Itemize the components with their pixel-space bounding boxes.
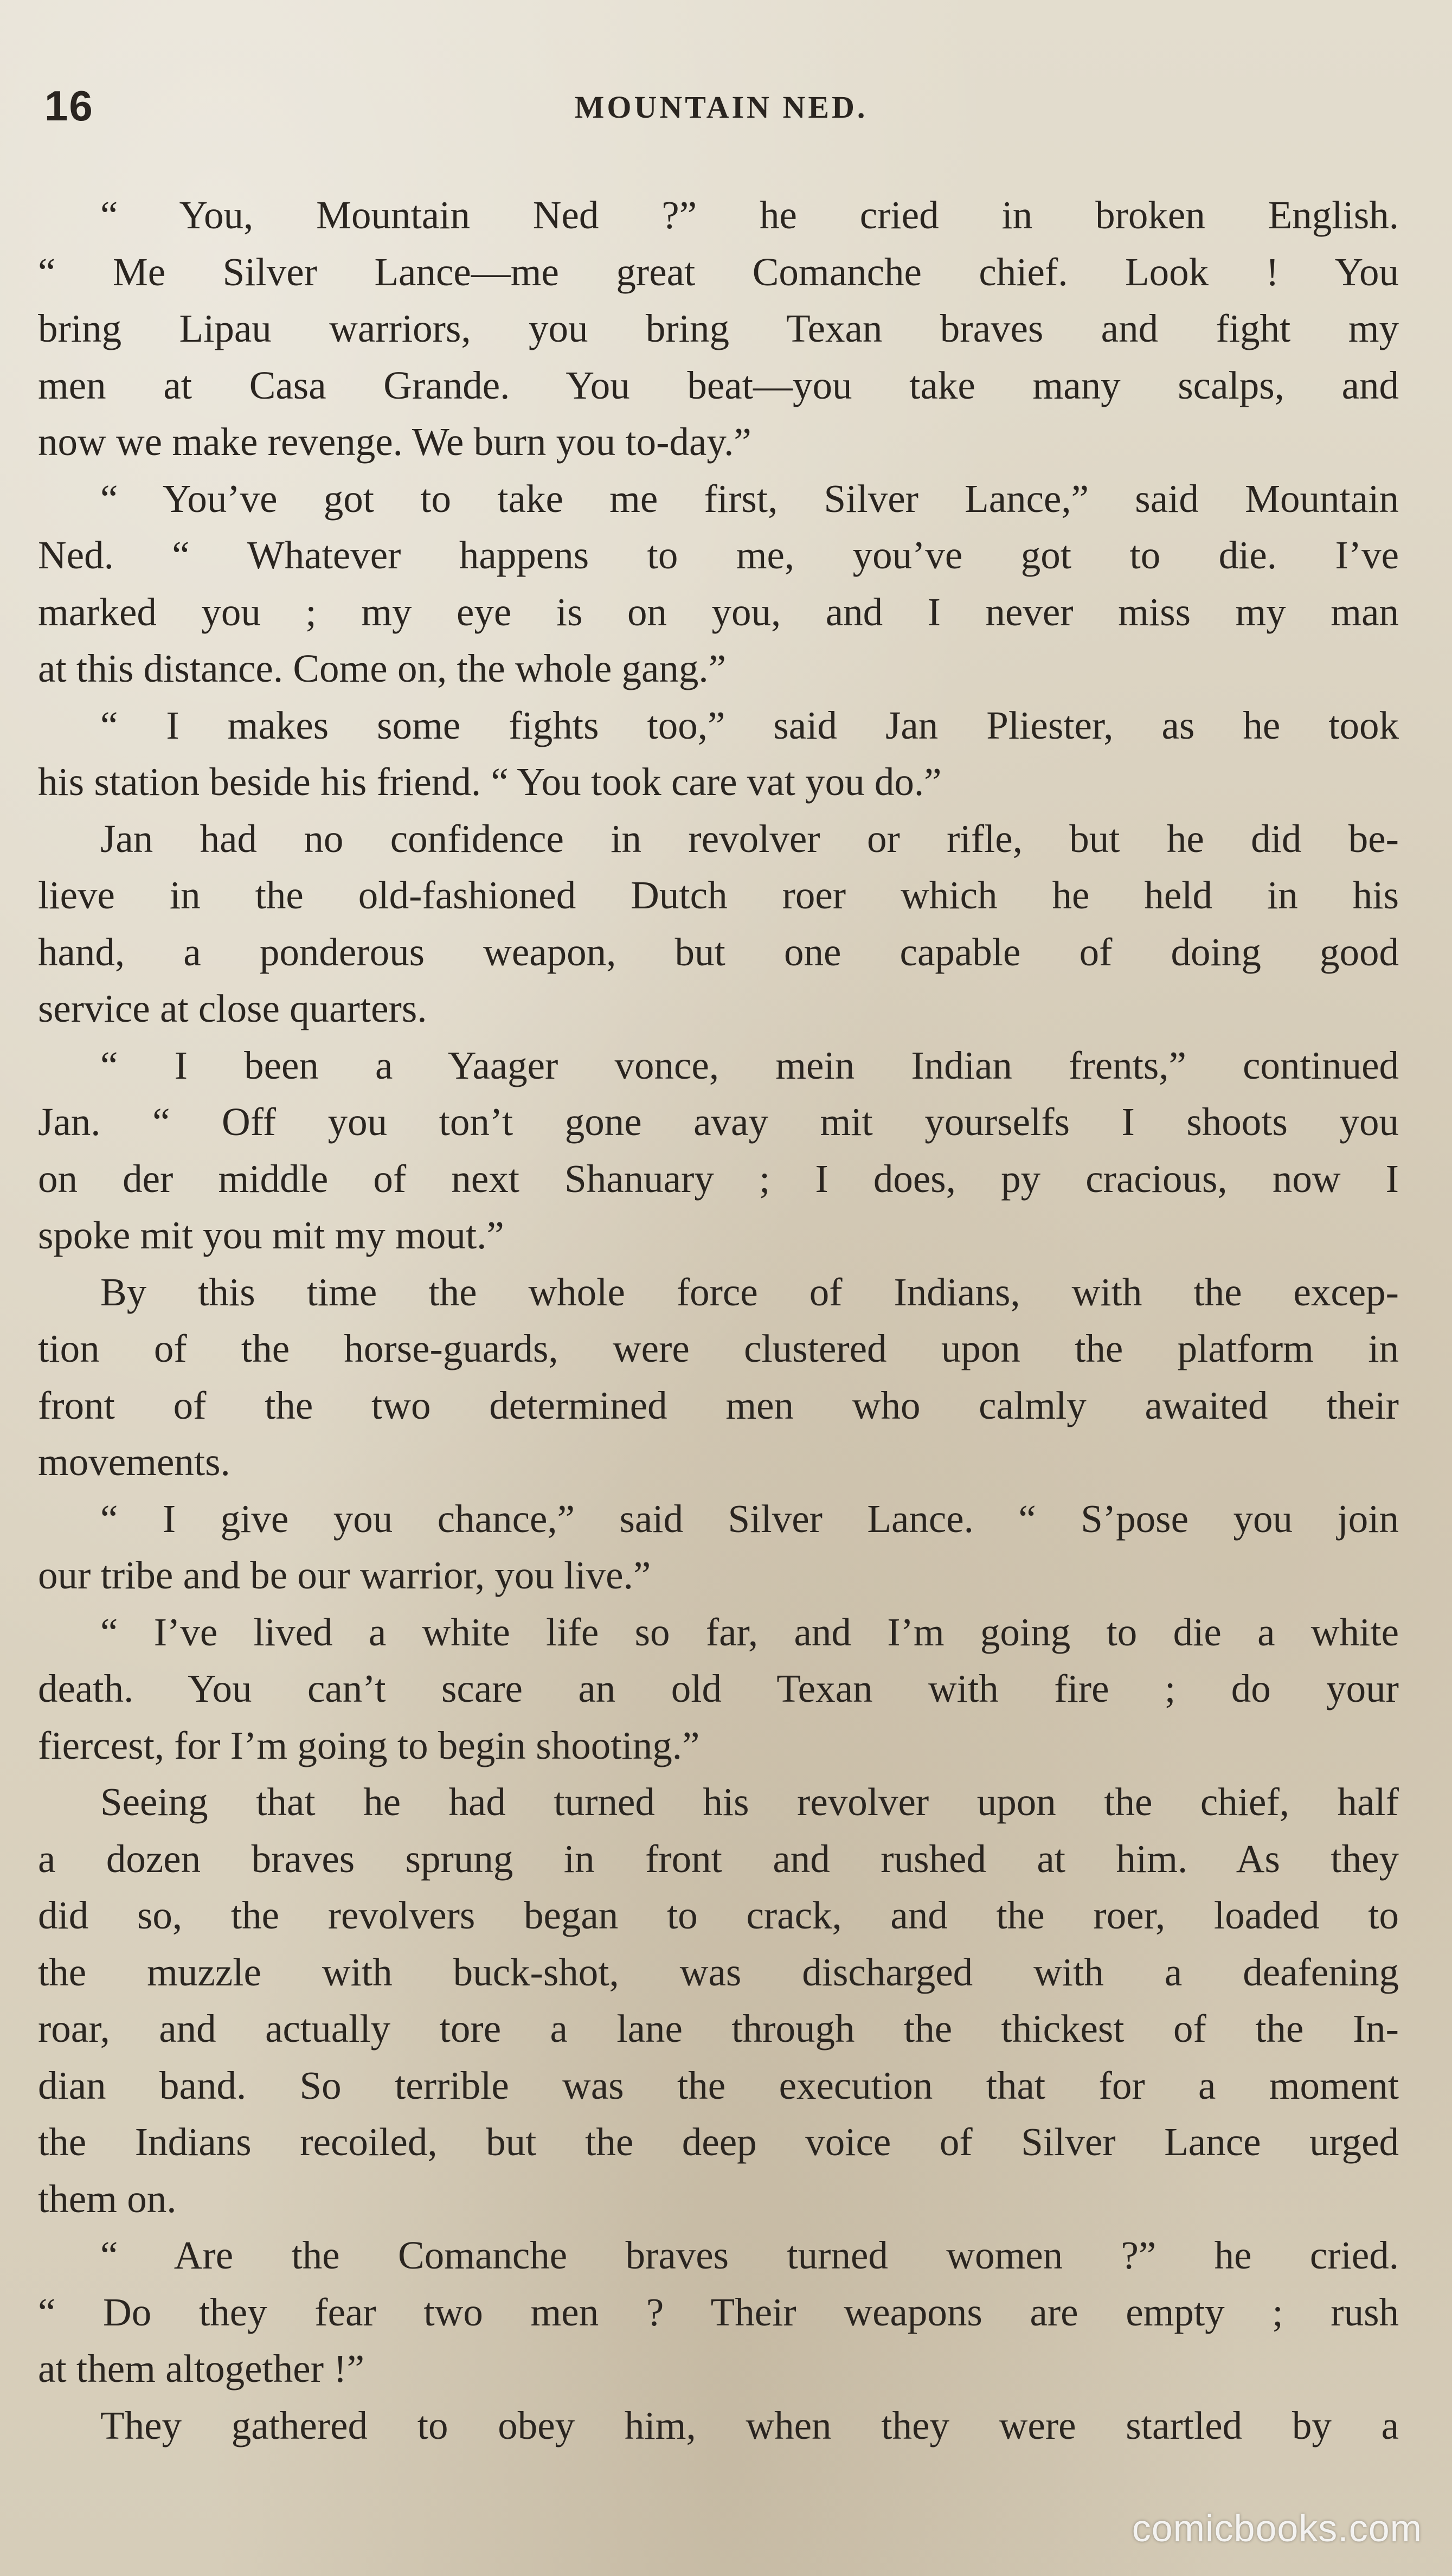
text-line: “ You’ve got to take me first, Silver Lance,” said Mountain [100,476,1399,521]
text-line: Ned. “ Whatever happens to me, you’ve got to die. I’ve [38,533,1399,577]
text-line: Jan had no confidence in revolver or rifle, but he did be- [100,816,1399,861]
text-line: a dozen braves sprung in front and rushed at him. As they [38,1836,1399,1881]
text-line: front of the two determined men who calmly awaited their [38,1383,1399,1427]
text-line: marked you ; my eye is on you, and I never miss my man [38,589,1399,634]
text-line: men at Casa Grande. You beat—you take many scalps, and [38,363,1399,407]
text-line: Seeing that he had turned his revolver upon the chief, half [100,1780,1399,1824]
text-line: fiercest, for I’m going to begin shooting.” [38,1723,700,1767]
text-line: the muzzle with buck-shot, was discharged with a deafening [38,1950,1399,1994]
text-line: his station beside his friend. “ You took care vat you do.” [38,760,942,804]
text-line: the Indians recoiled, but the deep voice of Silver Lance urged [38,2120,1399,2164]
body-text [38,187,1399,2454]
text-line: By this time the whole force of Indians, with the excep- [100,1270,1399,1314]
text-line: “ Me Silver Lance—me great Comanche chief. Look ! You [38,249,1399,294]
text-line: lieve in the old-fashioned Dutch roer which he held in his [38,873,1399,917]
text-line: hand, a ponderous weapon, but one capable of doing good [38,930,1399,974]
text-line: our tribe and be our warrior, you live.” [38,1553,651,1597]
text-line: “ I’ve lived a white life so far, and I’m going to die a white [100,1610,1399,1654]
text-line: “ I makes some fights too,” said Jan Pliester, as he took [100,703,1399,747]
text-line: They gathered to obey him, when they were startled by a [100,2403,1399,2447]
text-line: tion of the horse-guards, were clustered upon the platform in [38,1327,1399,1370]
page-header [38,71,1404,130]
text-line: spoke mit you mit my mout.” [38,1213,504,1257]
text-line: did so, the revolvers began to crack, and the roer, loaded to [38,1893,1399,1937]
text-line: “ You, Mountain Ned ?” he cried in broken English. [100,193,1399,237]
text-line: at them altogether !” [38,2347,364,2391]
text-line: at this distance. Come on, the whole gang.” [38,646,727,690]
text-line: them on. [38,2176,177,2221]
text-line: service at close quarters. [38,986,427,1030]
text-line: on der middle of next Shanuary ; I does, py cracious, now I [38,1156,1399,1201]
text-line: “ Do they fear two men ? Their weapons are empty ; rush [38,2290,1399,2334]
text-line: roar, and actually tore a lane through the thickest of the In- [38,2007,1399,2050]
page-number: 16 [44,82,94,130]
text-line: “ I been a Yaager vonce, mein Indian frents,” continued [100,1043,1399,1087]
text-line: “ Are the Comanche braves turned women ?” he cried. [100,2233,1399,2277]
text-line: dian band. So terrible was the execution that for a moment [38,2063,1399,2107]
text-line: bring Lipau warriors, you bring Texan braves and fight my [38,306,1399,350]
text-line: now we make revenge. We burn you to-day.” [38,420,751,464]
running-title: MOUNTAIN NED. [574,89,868,125]
text-line: Jan. “ Off you ton’t gone avay mit yourselfs I shoots you [38,1100,1399,1144]
text-line: movements. [38,1440,230,1484]
text-line: death. You can’t scare an old Texan with fire ; do your [38,1667,1399,1710]
watermark: comicbooks.com [1132,2507,1422,2549]
text-line: “ I give you chance,” said Silver Lance. “ S’pose you join [100,1496,1399,1541]
